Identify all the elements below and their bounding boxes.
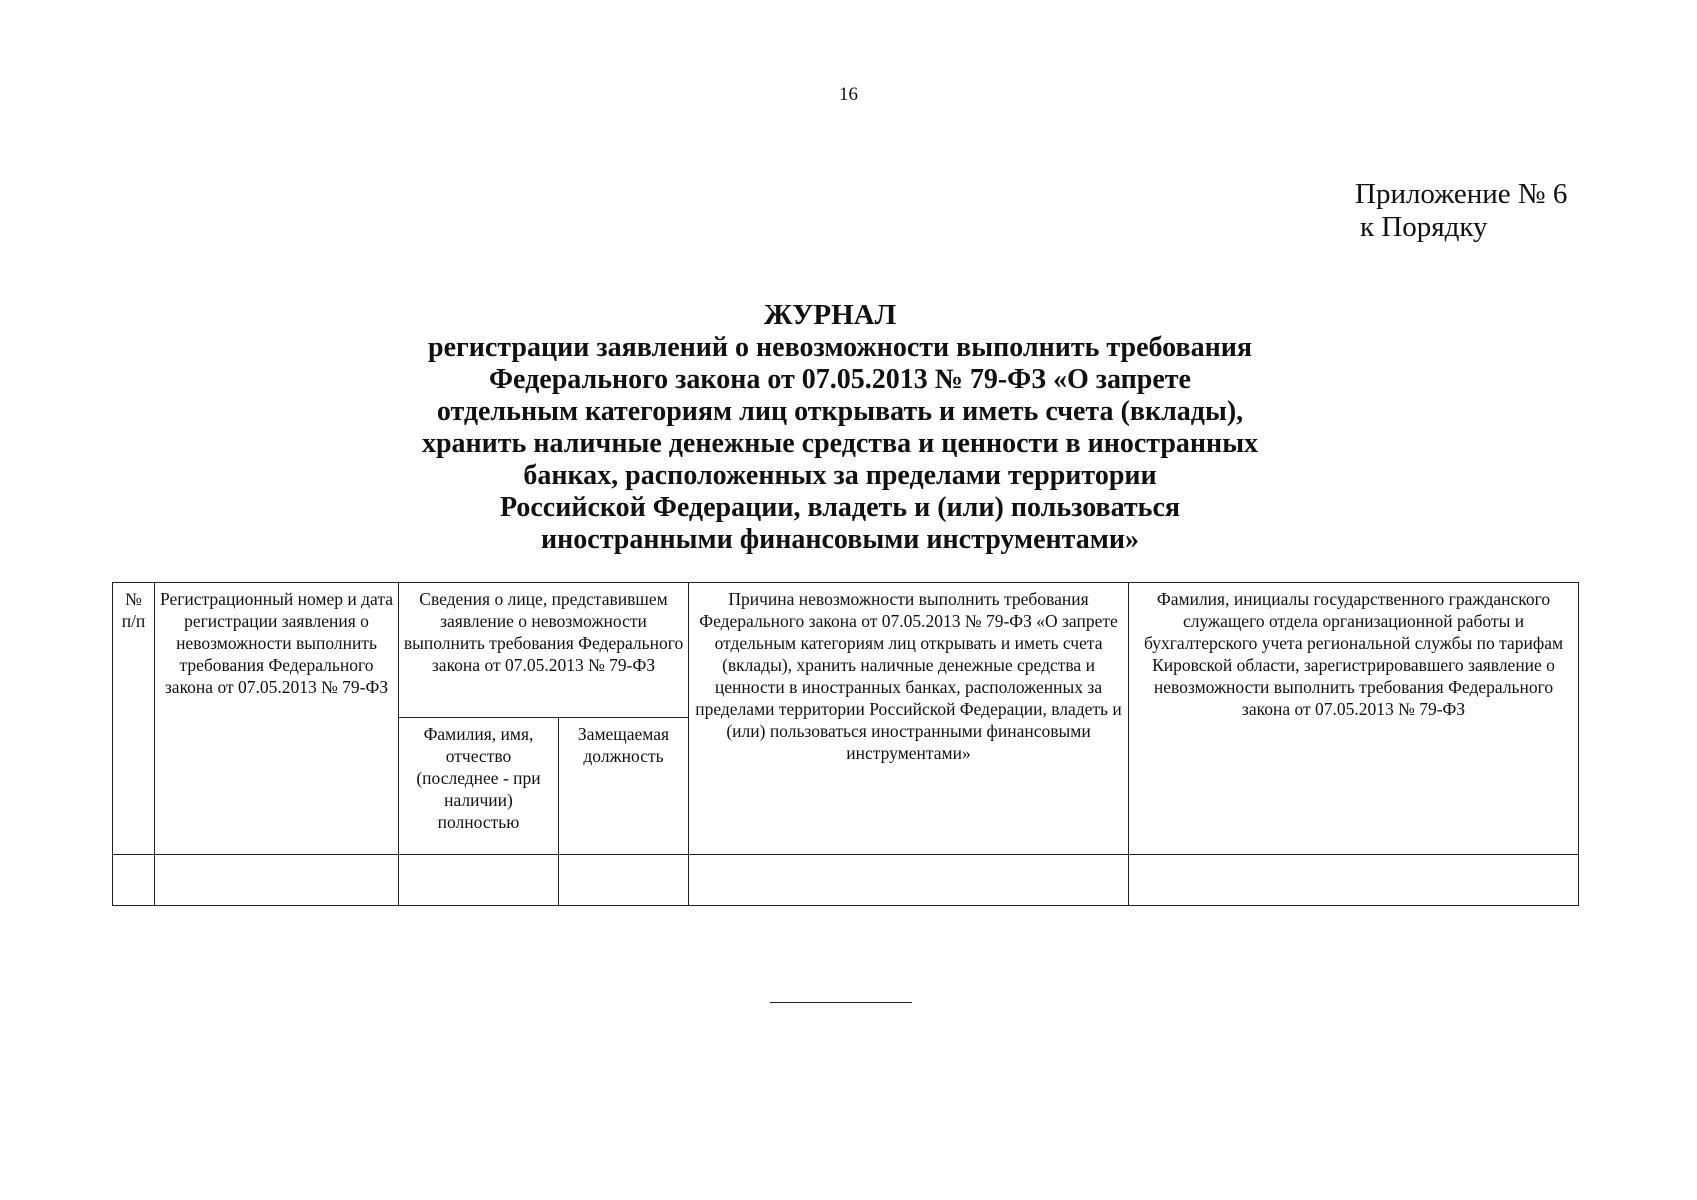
page-number: 16	[839, 84, 858, 105]
appendix-reference	[1355, 178, 1567, 244]
header-num: № п/п	[113, 583, 155, 855]
header-person-info: Сведения о лице, представившем заявление о невозможности выполнить требования Федерального закона от 07.05.2013 № 79-ФЗ	[399, 583, 689, 718]
cell-fio	[399, 855, 559, 906]
table-row	[113, 855, 1579, 906]
title-journal: ЖУРНАЛ	[763, 299, 897, 331]
document-title	[400, 298, 1280, 556]
cell-position	[559, 855, 689, 906]
header-registrar: Фамилия, инициалы государственного гражданского служащего отдела организационной работы и бухгалтерского учета региональной службы по тарифам Кировской области, зарегистрировавшего заявление о невозможности выполнить требования Федерального закона от 07.05.2013 № 79-ФЗ	[1129, 583, 1579, 855]
table-header-row	[113, 583, 1579, 718]
title-line: Российской Федерации, владеть и (или) пользоваться	[499, 492, 1181, 523]
cell-num	[113, 855, 155, 906]
cell-registration	[155, 855, 399, 906]
header-position: Замещаемая должность	[559, 718, 689, 855]
cell-reason	[689, 855, 1129, 906]
journal-table	[112, 582, 1579, 906]
title-line: хранить наличные денежные средства и ценности в иностранных	[421, 428, 1259, 459]
title-line: банках, расположенных за пределами территории	[523, 460, 1157, 491]
header-fio: Фамилия, имя, отчество (последнее - при наличии) полностью	[399, 718, 559, 855]
footer-divider	[770, 1002, 912, 1003]
title-line: регистрации заявлений о невозможности выполнить требования	[428, 332, 1252, 363]
appendix-number: Приложение № 6	[1355, 178, 1568, 210]
cell-registrar	[1129, 855, 1579, 906]
title-line: отдельным категориям лиц открывать и иметь счета (вклады),	[436, 396, 1244, 427]
header-registration: Регистрационный номер и дата регистрации заявления о невозможности выполнить требования Федерального закона от 07.05.2013 № 79-ФЗ	[155, 583, 399, 855]
title-line: Федерального закона от 07.05.2013 № 79-ФЗ «О запрете	[489, 364, 1191, 395]
appendix-to-order: к Порядку	[1360, 211, 1488, 243]
title-line: иностранными финансовыми инструментами»	[541, 524, 1139, 555]
header-reason: Причина невозможности выполнить требования Федерального закона от 07.05.2013 № 79-ФЗ «О запрете отдельным категориям лиц открывать и иметь счета (вклады), хранить наличные денежные средства и ценности в иностранных банках, расположенных за пределами территории Российской Федерации, владеть и (или) пользоваться иностранными финансовыми инструментами»	[689, 583, 1129, 855]
